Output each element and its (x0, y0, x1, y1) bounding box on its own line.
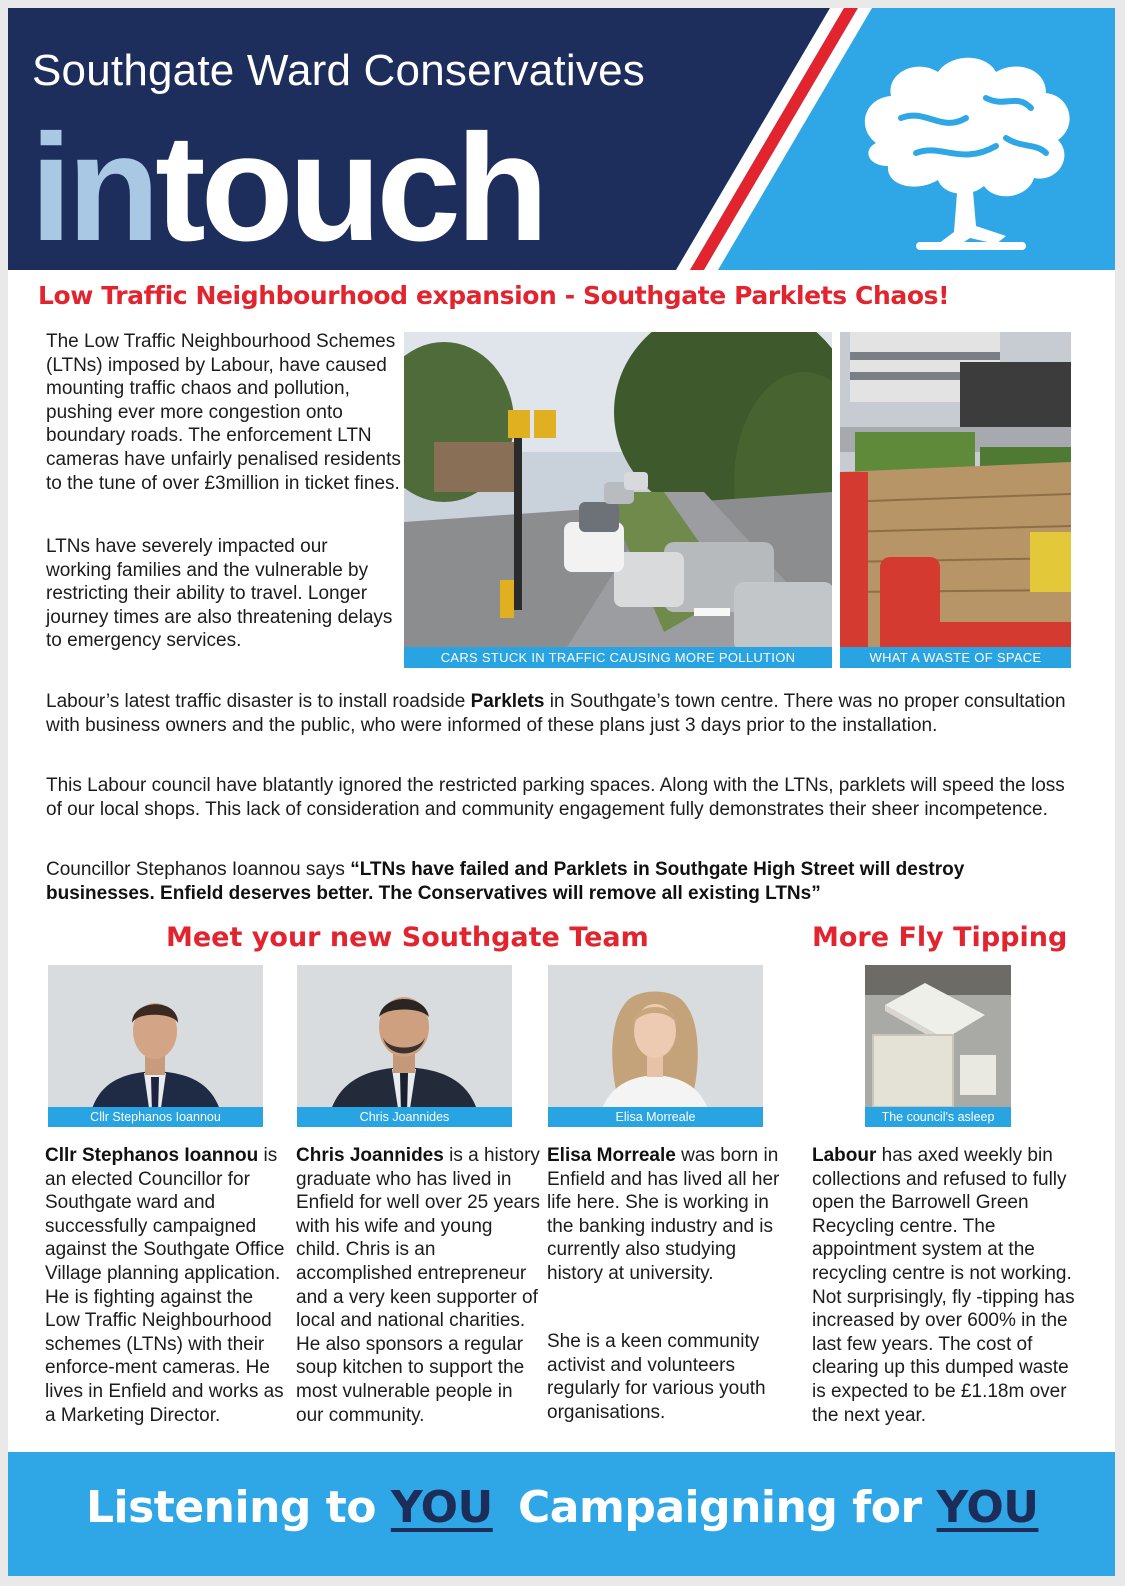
portrait-stephanos (48, 965, 263, 1127)
bio-elisa-text: was born in Enfield and has lived all her life here. She is working in the banking industry and is currently also studying history at university. (547, 1145, 780, 1284)
parklet-photo (840, 332, 1071, 668)
article-paragraph-4: This Labour council have blatantly ignored the restricted parking spaces. Along with the LTNs, parklets will speed the loss of our local shops. This lack of consideration and community engagement fully demonstrates their sheer incompetence. (46, 775, 1065, 820)
conservative-tree-logo-icon (846, 48, 1086, 258)
bio-elisa-2: She is a keen community activist and volunteers regularly for various youth organisations. (547, 1331, 766, 1423)
flytipping-heading: More Fly Tipping (812, 922, 1068, 953)
header-banner (8, 8, 1115, 270)
traffic-photo (404, 332, 832, 668)
bio-stephanos (45, 1144, 289, 1427)
article-quote-paragraph (46, 858, 1076, 905)
footer-banner (8, 1452, 1115, 1576)
article-paragraph-2: LTNs have severely impacted our working families and the vulnerable by restricting their ability to travel. Longer journey times are also threatening delays to emergency services. (46, 536, 393, 652)
elisa-photo (548, 965, 763, 1127)
chris-photo (297, 965, 512, 1127)
paragraph-3-text-end: in Southgate’s town centre. There was no proper consultation with business owners and the public, who were informed of these plans just 3 days prior to the installation. (46, 691, 1066, 736)
traffic-photo-caption: CARS STUCK IN TRAFFIC CAUSING MORE POLLUTION (404, 647, 832, 668)
masthead-touch: touch (155, 103, 544, 270)
stephanos-photo (48, 965, 263, 1127)
footer-listening-text: Listening to (86, 1482, 376, 1533)
flytipping-lead: Labour (812, 1145, 877, 1166)
footer-campaigning-text: Campaigning for (518, 1482, 922, 1533)
parklet-photo-caption: WHAT A WASTE OF SPACE (840, 647, 1071, 668)
portrait-chris (297, 965, 512, 1127)
flytipping-body: has axed weekly bin collections and refused to fully open the Barrowell Green Recycling centre. The appointment system at the recycling centre is not working. Not surprisingly, fly -tipping has increased by over 600% in the last few years. The cost of clearing up this dumped waste is expected to be £1.18m over the next year. (812, 1145, 1075, 1426)
mattress-image (865, 965, 1011, 1127)
footer-you-2: YOU (936, 1482, 1039, 1533)
portrait-elisa (548, 965, 763, 1127)
team-heading: Meet your new Southgate Team (166, 922, 649, 953)
article-headline: Low Traffic Neighbourhood expansion - Southgate Parklets Chaos! (38, 281, 950, 310)
bio-chris-name: Chris Joannides (296, 1145, 444, 1166)
traffic-image (404, 332, 832, 668)
parklet-image (840, 332, 1071, 668)
paragraph-3-text: Labour’s latest traffic disaster is to install roadside (46, 691, 471, 712)
bio-elisa (547, 1144, 785, 1286)
parklets-term: Parklets (470, 691, 545, 712)
footer-you-1: YOU (390, 1482, 493, 1533)
bio-stephanos-name: Cllr Stephanos Ioannou (45, 1145, 259, 1166)
chris-caption: Chris Joannides (297, 1107, 512, 1127)
footer-campaigning (518, 1482, 1038, 1533)
bio-stephanos-text: is an elected Councillor for Southgate ward and successfully campaigned against the Southgate Office Village planning application. He is fighting against the Low Traffic Neighbourhood schemes (LTNs) with their enforce-ment cameras. He lives in Enfield and works as a Marketing Director. (45, 1145, 285, 1426)
article-paragraph-3 (46, 690, 1076, 737)
footer-listening (86, 1482, 493, 1533)
bio-chris-text: is a history graduate who has lived in Enfield for well over 25 years with his wife and young child. Chris is an accomplished entrepreneur and a very keen supporter of local and national charities. He also sponsors a regular soup kitchen to support the most vulnerable people in our community. (296, 1145, 540, 1426)
leaflet-page (8, 8, 1115, 1576)
article-paragraph-1: The Low Traffic Neighbourhood Schemes (LTNs) imposed by Labour, have caused mounting traffic chaos and pollution, pushing ever more congestion onto boundary roads. The enforcement LTN cameras have unfairly penalised residents to the tune of over £3million in ticket fines. (46, 331, 401, 494)
masthead-title (30, 103, 544, 270)
elisa-caption: Elisa Morreale (548, 1107, 763, 1127)
quote-intro: Councillor Stephanos Ioannou says (46, 859, 351, 880)
brand-name: Southgate Ward Conservatives (32, 46, 645, 95)
flytipping-photo (865, 965, 1011, 1127)
masthead-in: in (30, 103, 156, 270)
flytipping-text (812, 1144, 1076, 1427)
councillor-quote: “LTNs have failed and Parklets in Southgate High Street will destroy businesses. Enfield deserves better. The Conservatives will remove all existing LTNs” (46, 859, 965, 904)
stephanos-caption: Cllr Stephanos Ioannou (48, 1107, 263, 1127)
bio-elisa-name: Elisa Morreale (547, 1145, 676, 1166)
bio-chris (296, 1144, 540, 1427)
flytipping-caption: The council's asleep (865, 1107, 1011, 1127)
